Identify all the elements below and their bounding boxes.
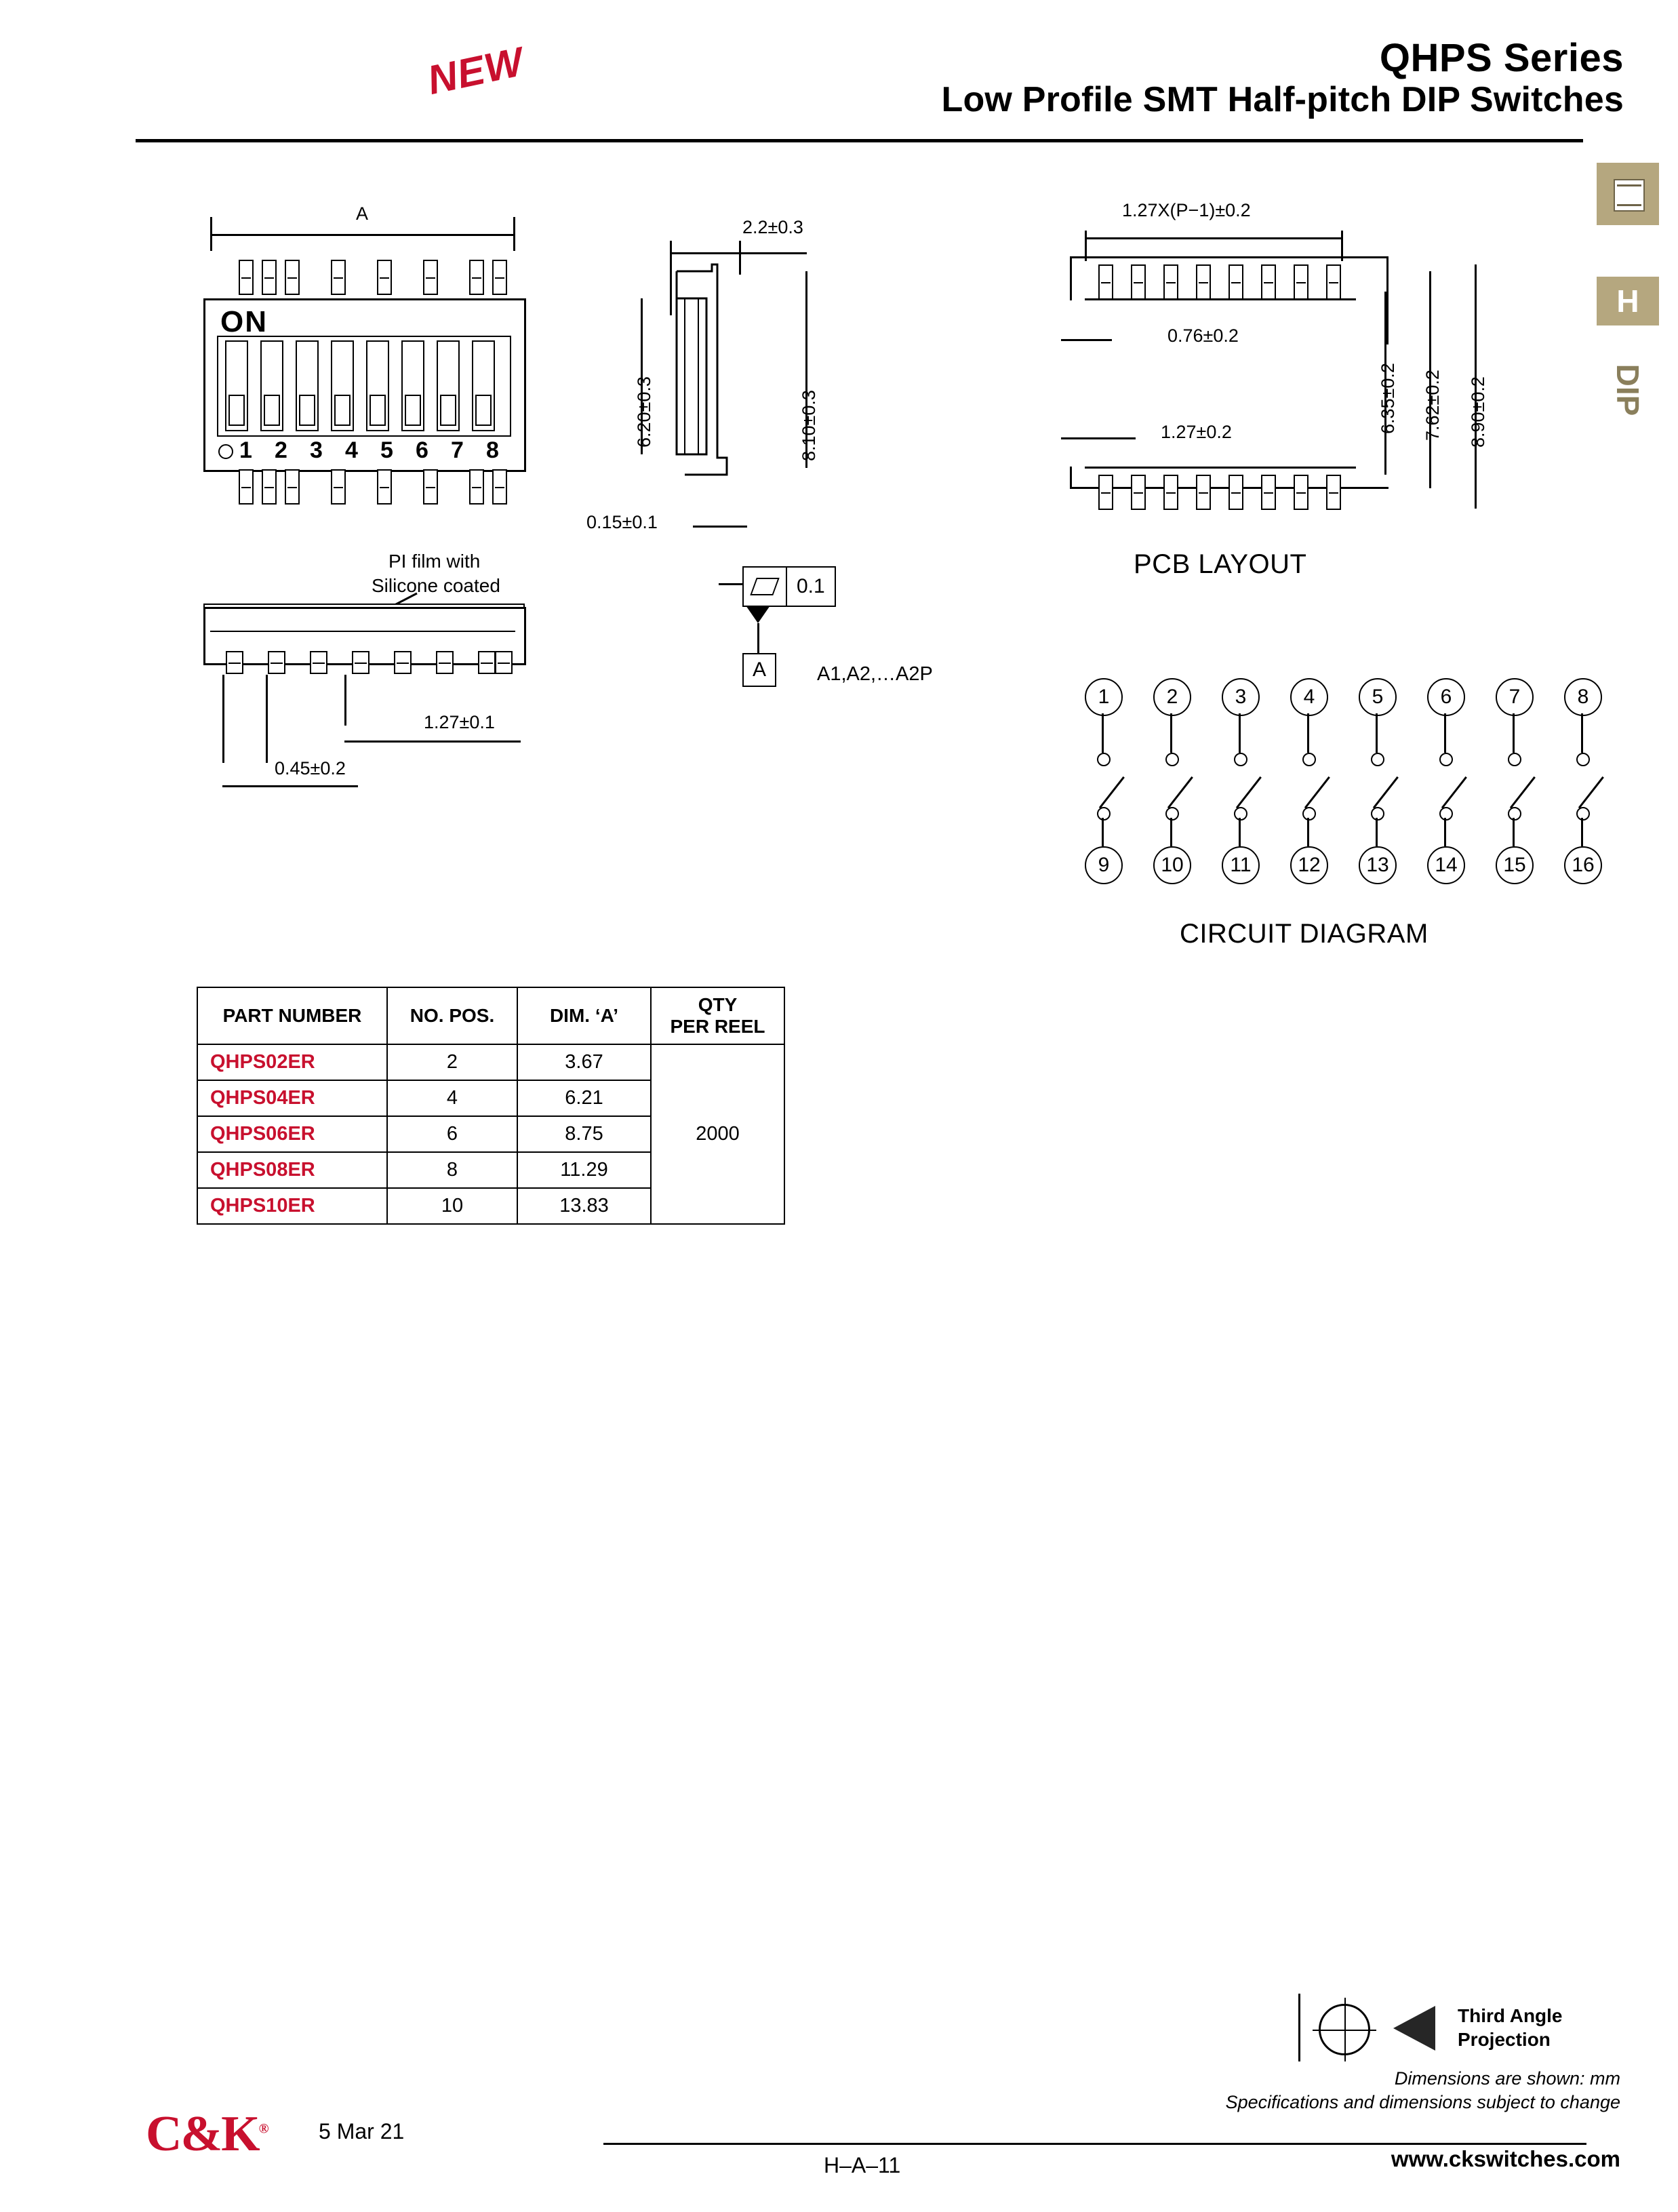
- cell-dim-a: 13.83: [517, 1188, 651, 1224]
- footer-note-dimensions: Dimensions are shown: mm: [1394, 2068, 1620, 2089]
- dim-0-15-label: 0.15±0.1: [586, 512, 658, 532]
- pcb-pad: [1098, 475, 1113, 510]
- contact-dot-bottom: [1165, 807, 1179, 821]
- footer-page-number: H–A–11: [824, 2153, 901, 2177]
- header-divider: [136, 139, 1583, 142]
- ck-logo: [146, 2106, 268, 2163]
- flatness-control-frame: [742, 566, 836, 607]
- position-number: 1: [239, 437, 252, 463]
- datum-arrow-line: [719, 583, 743, 585]
- side-pin: [310, 651, 327, 674]
- circuit-pin-top: 7: [1496, 678, 1534, 716]
- dim-pitch-line: [344, 740, 521, 743]
- pin-top: [285, 260, 300, 295]
- circuit-lead: [1581, 713, 1583, 753]
- position-number: 7: [451, 437, 464, 463]
- col-qty-line1: QTY: [698, 994, 738, 1015]
- circuit-lead: [1239, 818, 1241, 846]
- side-view-inner-line: [210, 631, 515, 632]
- slider-actuator: [472, 340, 495, 431]
- dim-6-35-label: 6.35±0.2: [1378, 363, 1398, 434]
- circuit-lead: [1513, 818, 1515, 846]
- projection-label-line2: Projection: [1458, 2029, 1551, 2050]
- title-series: QHPS Series: [1379, 36, 1624, 80]
- slider-actuator: [366, 340, 389, 431]
- section-letter-tab: H: [1597, 277, 1659, 325]
- col-part-number: PART NUMBER: [197, 987, 387, 1044]
- cell-dim-a: 11.29: [517, 1152, 651, 1188]
- cell-no-pos: 10: [387, 1188, 517, 1224]
- cell-part-number: QHPS02ER: [197, 1044, 387, 1080]
- circuit-lead: [1376, 818, 1378, 846]
- flatness-value: 0.1: [797, 575, 825, 597]
- cell-no-pos: 8: [387, 1152, 517, 1188]
- slider-actuator: [296, 340, 319, 431]
- pin-bottom: [285, 469, 300, 505]
- slider-actuator: [437, 340, 460, 431]
- projection-label: [1458, 2004, 1563, 2051]
- cell-dim-a: 6.21: [517, 1080, 651, 1116]
- position-number: 6: [416, 437, 428, 463]
- contact-dot-top: [1508, 753, 1521, 766]
- pin-top: [377, 260, 392, 295]
- cell-part-number: QHPS04ER: [197, 1080, 387, 1116]
- footer-website-link[interactable]: www.ckswitches.com: [1391, 2146, 1620, 2171]
- pcb-pad: [1294, 475, 1309, 510]
- cell-no-pos: 2: [387, 1044, 517, 1080]
- col-qty-line2: PER REEL: [670, 1016, 765, 1038]
- circuit-pin-top: 5: [1359, 678, 1397, 716]
- pcb-pad: [1326, 475, 1341, 510]
- side-pin: [495, 651, 513, 674]
- pcb-pad: [1163, 264, 1178, 300]
- dip-switch-icon: [1597, 163, 1659, 225]
- ck-logo-text: C&K: [146, 2106, 259, 2162]
- slider-actuator: [260, 340, 283, 431]
- pin-bottom: [492, 469, 507, 505]
- pcb-pad: [1196, 264, 1211, 300]
- circuit-lead: [1444, 818, 1446, 846]
- col-qty-per-reel: [651, 987, 784, 1044]
- dim-8-10-label: 8.10±0.3: [799, 390, 819, 461]
- circuit-pin-bottom: 10: [1153, 846, 1191, 884]
- cell-no-pos: 4: [387, 1080, 517, 1116]
- circuit-pin-top: 6: [1427, 678, 1465, 716]
- dim-1-27-pcb-line: [1061, 437, 1136, 439]
- parallelism-symbol: [744, 568, 787, 606]
- circuit-lead: [1444, 713, 1446, 753]
- dim-span-line: [1085, 237, 1342, 239]
- footer-divider: [603, 2143, 1586, 2145]
- datum-triangle-icon: [746, 606, 770, 623]
- pcb-pad: [1228, 475, 1243, 510]
- slider-actuator: [331, 340, 354, 431]
- cell-part-number: QHPS08ER: [197, 1152, 387, 1188]
- pcb-top-inner: [1085, 298, 1356, 300]
- extension-line: [266, 675, 268, 763]
- contact-dot-top: [1234, 753, 1247, 766]
- footer-note-specs: Specifications and dimensions subject to change: [1225, 2092, 1620, 2112]
- circuit-diagram-caption: CIRCUIT DIAGRAM: [1180, 919, 1429, 949]
- datum-leader: [757, 623, 759, 654]
- switch-arm: [1304, 776, 1330, 809]
- col-no-pos: NO. POS.: [387, 987, 517, 1044]
- pi-film-note-line2: Silicone coated: [372, 575, 500, 596]
- slider-actuator: [401, 340, 424, 431]
- circuit-pin-bottom: 11: [1222, 846, 1260, 884]
- pin-top: [492, 260, 507, 295]
- pcb-pad: [1163, 475, 1178, 510]
- pcb-pad: [1228, 264, 1243, 300]
- dim-1-27-pcb-label: 1.27±0.2: [1161, 422, 1232, 442]
- pin-top: [239, 260, 254, 295]
- circuit-pin-bottom: 12: [1290, 846, 1328, 884]
- circuit-pin-bottom: 15: [1496, 846, 1534, 884]
- cell-dim-a: 8.75: [517, 1116, 651, 1152]
- pcb-pad: [1196, 475, 1211, 510]
- circuit-pin-bottom: 13: [1359, 846, 1397, 884]
- contact-dot-bottom: [1439, 807, 1453, 821]
- dim-0-76-line: [1061, 339, 1112, 341]
- pcb-top-left: [1070, 256, 1072, 300]
- pcb-bottom-inner: [1085, 467, 1356, 469]
- contact-dot-top: [1302, 753, 1316, 766]
- col-dim-a: DIM. ‘A’: [517, 987, 651, 1044]
- slider-actuator: [225, 340, 248, 431]
- switch-arm: [1578, 776, 1604, 809]
- circuit-lead: [1307, 818, 1309, 846]
- pin-bottom: [469, 469, 484, 505]
- contact-dot-bottom: [1302, 807, 1316, 821]
- dim-span-label: 1.27X(P−1)±0.2: [1122, 200, 1251, 220]
- switch-arm: [1167, 776, 1193, 809]
- position-number: 8: [486, 437, 499, 463]
- pin-top: [469, 260, 484, 295]
- switch-arm: [1099, 776, 1125, 809]
- contact-dot-top: [1165, 753, 1179, 766]
- extension-line: [222, 675, 224, 763]
- contact-dot-bottom: [1097, 807, 1111, 821]
- circuit-pin-top: 4: [1290, 678, 1328, 716]
- pcb-pad: [1294, 264, 1309, 300]
- circuit-pin-top: 8: [1564, 678, 1602, 716]
- pin-top: [331, 260, 346, 295]
- dim-a-tick-right: [513, 217, 515, 251]
- position-number: 3: [310, 437, 323, 463]
- projection-label-line1: Third Angle: [1458, 2005, 1563, 2026]
- dim-1-27-label: 1.27±0.1: [424, 712, 495, 732]
- dim-7-62-label: 7.62±0.2: [1422, 370, 1443, 441]
- footer-date: 5 Mar 21: [319, 2119, 405, 2144]
- pcb-bottom-left: [1070, 467, 1072, 489]
- position-number: 4: [345, 437, 358, 463]
- pcb-pad: [1261, 475, 1276, 510]
- side-pin: [226, 651, 243, 674]
- circuit-pin-bottom: 14: [1427, 846, 1465, 884]
- pi-film-note-line1: PI film with: [388, 551, 481, 572]
- contact-dot-top: [1576, 753, 1590, 766]
- page-title: [941, 37, 1624, 120]
- position-numbers: [217, 437, 515, 465]
- side-pin: [268, 651, 285, 674]
- circuit-pin-top: 3: [1222, 678, 1260, 716]
- projection-circle-icon: [1319, 2004, 1370, 2055]
- circuit-lead: [1170, 713, 1172, 753]
- contact-dot-top: [1371, 753, 1384, 766]
- projection-cone-icon: [1393, 2006, 1435, 2051]
- section-category-tab: [1597, 332, 1659, 441]
- side-pin: [478, 651, 496, 674]
- cross-section-profile: [637, 258, 814, 542]
- circuit-pin-bottom: 16: [1564, 846, 1602, 884]
- circuit-lead: [1102, 713, 1104, 753]
- pcb-pad: [1131, 475, 1146, 510]
- pcb-pad: [1261, 264, 1276, 300]
- pcb-layout-caption: PCB LAYOUT: [1134, 549, 1307, 579]
- pin-bottom: [423, 469, 438, 505]
- dim-a-line: [210, 234, 515, 236]
- dim-0-76-label: 0.76±0.2: [1167, 325, 1239, 346]
- dim-8-90-label: 8.90±0.2: [1468, 376, 1488, 448]
- switch-arm: [1510, 776, 1536, 809]
- cell-part-number: QHPS06ER: [197, 1116, 387, 1152]
- circuit-lead: [1239, 713, 1241, 753]
- contact-dot-bottom: [1371, 807, 1384, 821]
- position-number: 5: [380, 437, 393, 463]
- pin-bottom: [377, 469, 392, 505]
- side-pin: [394, 651, 412, 674]
- dim-a-label: A: [356, 203, 369, 224]
- dim-6-20-label: 6.20±0.3: [634, 376, 654, 448]
- pcb-pad: [1131, 264, 1146, 300]
- side-pin: [436, 651, 454, 674]
- dim-2-2-label: 2.2±0.3: [742, 217, 803, 237]
- title-subtitle: Low Profile SMT Half-pitch DIP Switches: [941, 79, 1624, 119]
- pin-top: [423, 260, 438, 295]
- table-header-row: [197, 987, 784, 1044]
- switch-arm: [1236, 776, 1262, 809]
- on-label: ON: [220, 305, 268, 338]
- circuit-lead: [1376, 713, 1378, 753]
- dim-0-45-label: 0.45±0.2: [275, 758, 346, 778]
- pcb-pad: [1326, 264, 1341, 300]
- circuit-pin-top: 1: [1085, 678, 1123, 716]
- circuit-lead: [1170, 818, 1172, 846]
- pcb-pad: [1098, 264, 1113, 300]
- pin-bottom: [262, 469, 277, 505]
- contact-dot-bottom: [1234, 807, 1247, 821]
- contact-dot-bottom: [1576, 807, 1590, 821]
- circuit-pin-top: 2: [1153, 678, 1191, 716]
- contact-dot-top: [1097, 753, 1111, 766]
- table-row: [197, 1044, 784, 1080]
- circuit-lead: [1513, 713, 1515, 753]
- circuit-lead: [1581, 818, 1583, 846]
- pcb-top-right: [1386, 256, 1389, 344]
- datum-letter-box: A: [742, 653, 776, 687]
- position-number: 2: [275, 437, 287, 463]
- section-category-label: DIP: [1610, 363, 1645, 416]
- pin-top: [262, 260, 277, 295]
- new-badge: NEW: [423, 38, 528, 104]
- circuit-lead: [1307, 713, 1309, 753]
- datum-note: A1,A2,…A2P: [817, 663, 933, 685]
- dim-0-15-line: [693, 526, 747, 528]
- dim-a-tick-left: [210, 217, 212, 251]
- cell-dim-a: 3.67: [517, 1044, 651, 1080]
- pin-bottom: [239, 469, 254, 505]
- circuit-lead: [1102, 818, 1104, 846]
- switch-arm: [1373, 776, 1399, 809]
- contact-dot-top: [1439, 753, 1453, 766]
- extension-line: [344, 675, 346, 726]
- pcb-top-border: [1070, 256, 1389, 258]
- cell-part-number: QHPS10ER: [197, 1188, 387, 1224]
- part-number-table: [197, 987, 785, 1225]
- side-pin: [352, 651, 369, 674]
- contact-dot-bottom: [1508, 807, 1521, 821]
- pin-bottom: [331, 469, 346, 505]
- cell-qty-per-reel: 2000: [651, 1044, 784, 1224]
- circuit-pin-bottom: 9: [1085, 846, 1123, 884]
- registered-mark: ®: [258, 2121, 268, 2137]
- cell-no-pos: 6: [387, 1116, 517, 1152]
- switch-arm: [1441, 776, 1467, 809]
- dim-lead-line: [222, 785, 358, 787]
